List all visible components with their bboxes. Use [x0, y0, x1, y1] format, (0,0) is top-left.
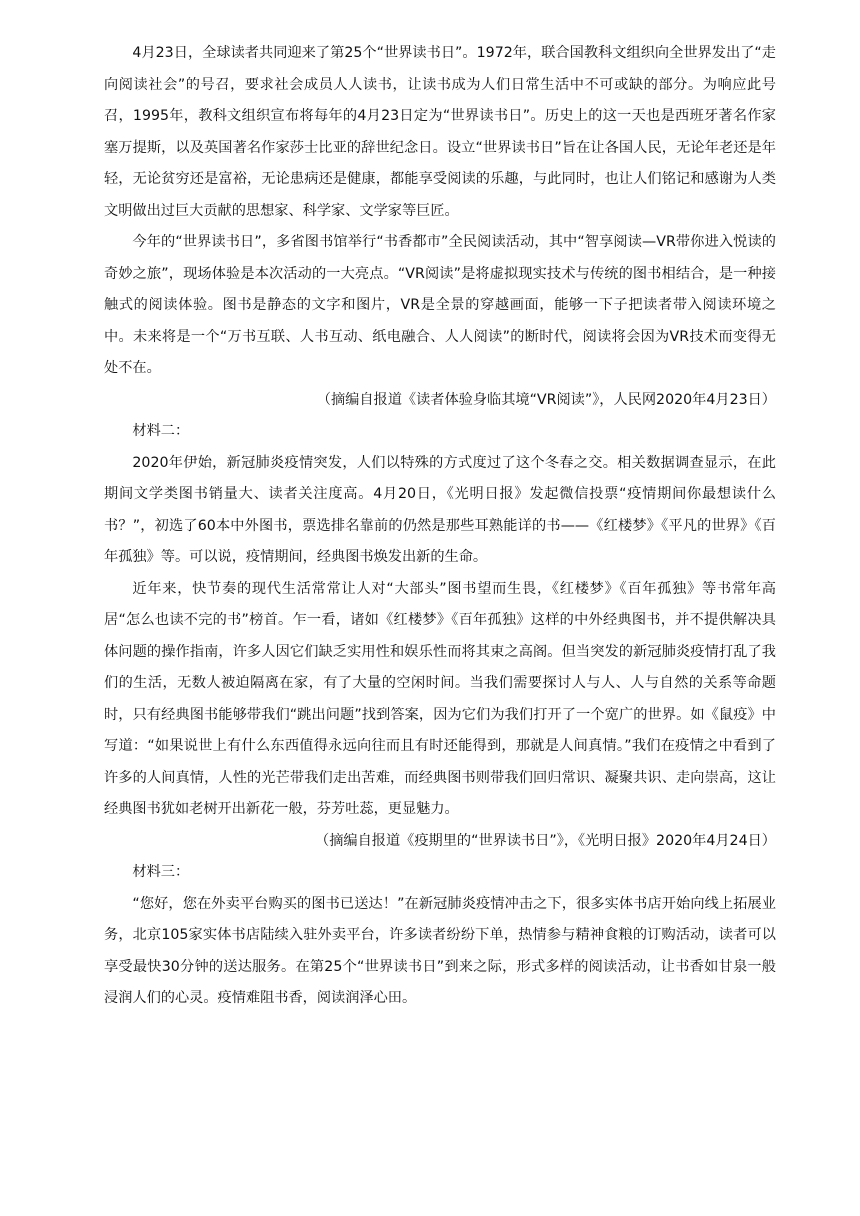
material-two-paragraph-1: 2020年伊始，新冠肺炎疫情突发，人们以特殊的方式度过了这个冬春之交。相关数据调查显示，在此期间文学类图书销量大、读者关注度高。4月20日，《光明日报》发起微信投票“疫情期间你最想读什么书？”，初选了60本中外图书，票选排名靠前的仍然是那些耳熟能详的书——《红楼梦》《平凡的世界》《百年孤独》等。可以说，疫情期间，经典图书焕发出新的生命。: [104, 454, 776, 565]
material-two-heading: 材料二：: [132, 423, 190, 439]
material-one-paragraph-1: 4月23日，全球读者共同迎来了第25个“世界读书日”。1972年，联合国教科文组织向全世界发出了“走向阅读社会”的号召，要求社会成员人人读书，让读书成为人们日常生活中不可或缺的部分。为响应此号召，1995年，教科文组织宣布将每年的4月23日定为“世界读书日”。历史上的这一天也是西班牙著名作家塞万提斯，以及英国著名作家莎士比亚的辞世纪念日。设立“世界读书日”旨在让各国人民，无论年老还是年轻，无论贫穷还是富裕，无论患病还是健康，都能享受阅读的乐趣，与此同时，也让人们铭记和感谢为人类文明做出过巨大贡献的思想家、科学家、文学家等巨匠。: [104, 45, 776, 219]
material-one-source: （摘编自报道《读者体验身临其境“VR阅读”》，人民网2020年4月23日）: [316, 391, 776, 408]
material-three-paragraph-1: “您好，您在外卖平台购买的图书已送达！”在新冠肺炎疫情冲击之下，很多实体书店开始向线上拓展业务，北京105家实体书店陆续入驻外卖平台，许多读者纷纷下单，热情参与精神食粮的订购活动，读者可以享受最快30分钟的送达服务。在第25个“世界读书日”到来之际，形式多样的阅读活动，让书香如甘泉一般浸润人们的心灵。疫情难阻书香，阅读润泽心田。: [104, 895, 776, 1006]
material-three-heading: 材料三：: [132, 864, 190, 880]
material-two-paragraph-2: 近年来，快节奏的现代生活常常让人对“大部头”图书望而生畏，《红楼梦》《百年孤独》等书常年高居“怎么也读不完的书”榜首。乍一看，诸如《红楼梦》《百年孤独》这样的中外经典图书，并不提供解决具体问题的操作指南，许多人因它们缺乏实用性和娱乐性而将其束之高阁。但当突发的新冠肺炎疫情打乱了我们的生活，无数人被迫隔离在家，有了大量的空闲时间。当我们需要探讨人与人、人与自然的关系等命题时，只有经典图书能够带我们“跳出问题”找到答案，因为它们为我们打开了一个宽广的世界。如《鼠疫》中写道：“如果说世上有什么东西值得永远向往而且有时还能得到，那就是人间真情。”我们在疫情之中看到了许多的人间真情，人性的光芒带我们走出苦难，而经典图书则带我们回归常识、凝聚共识、走向崇高，这让经典图书犹如老树开出新花一般，芬芳吐蕊，更显魅力。: [104, 580, 776, 817]
material-two-source: （摘编自报道《疫期里的“世界读书日”》，《光明日报》2020年4月24日）: [315, 832, 776, 849]
material-one-paragraph-2: 今年的“世界读书日”，多省图书馆举行“书香都市”全民阅读活动，其中“智享阅读—VR带你进入悦读的奇妙之旅”，现场体验是本次活动的一大亮点。“VR阅读”是将虚拟现实技术与传统的图书相结合，是一种接触式的阅读体验。图书是静态的文字和图片，VR是全景的穿越画面，能够一下子把读者带入阅读环境之中。未来将是一个“万书互联、人书互动、纸电融合、人人阅读”的断时代，阅读将会因为VR技术而变得无处不在。: [104, 234, 776, 376]
